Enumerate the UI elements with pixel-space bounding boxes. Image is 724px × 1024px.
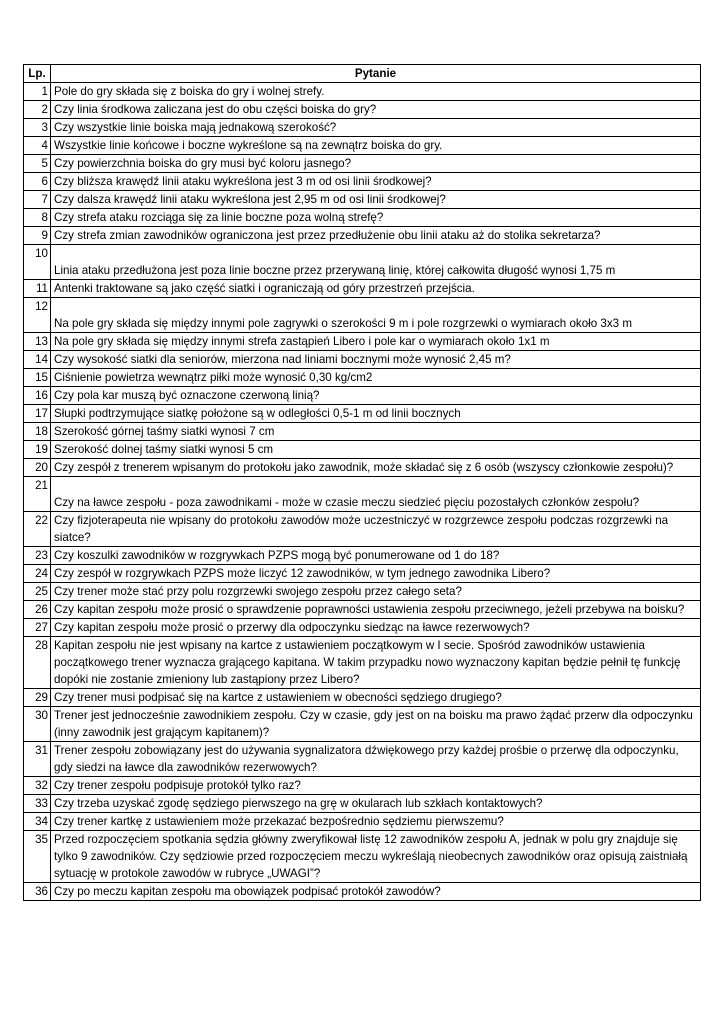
row-number: 4	[24, 137, 51, 155]
row-question: Czy kapitan zespołu może prosić o sprawdzenie poprawności ustawienia zespołu przeciwnego, jeżeli przebywa na boisku?	[51, 601, 701, 619]
row-number: 21	[24, 477, 51, 512]
row-question: Czy bliższa krawędź linii ataku wykreślona jest 3 m od osi linii środkowej?	[51, 173, 701, 191]
row-question: Trener jest jednocześnie zawodnikiem zespołu. Czy w czasie, gdy jest on na boisku ma prawo żądać przerw dla odpoczynku (inny zawodnik jest grającym kapitanem)?	[51, 707, 701, 742]
row-number: 1	[24, 83, 51, 101]
row-number: 30	[24, 707, 51, 742]
row-question: Czy zespół w rozgrywkach PZPS może liczyć 12 zawodników, w tym jednego zawodnika Libero?	[51, 565, 701, 583]
row-question: Czy po meczu kapitan zespołu ma obowiązek podpisać protokół zawodów?	[51, 883, 701, 901]
row-number: 12	[24, 298, 51, 333]
row-number: 34	[24, 813, 51, 831]
row-question: Czy kapitan zespołu może prosić o przerwy dla odpoczynku siedząc na ławce rezerwowych?	[51, 619, 701, 637]
row-question: Czy powierzchnia boiska do gry musi być koloru jasnego?	[51, 155, 701, 173]
table-row	[24, 191, 701, 209]
row-question: Czy trener zespołu podpisuje protokół tylko raz?	[51, 777, 701, 795]
table-row	[24, 423, 701, 441]
table-row	[24, 619, 701, 637]
row-question: Linia ataku przedłużona jest poza linie boczne przez przerywaną linię, której całkowita długość wynosi 1,75 m	[51, 245, 701, 280]
row-number: 17	[24, 405, 51, 423]
table-row	[24, 883, 701, 901]
row-number: 9	[24, 227, 51, 245]
row-number: 32	[24, 777, 51, 795]
questions-table	[23, 64, 701, 901]
header-number: Lp.	[24, 65, 51, 83]
row-number: 16	[24, 387, 51, 405]
row-question: Kapitan zespołu nie jest wpisany na kartce z ustawieniem początkowym w I secie. Spośród zawodników ustawienia początkowego trener wyznacza grającego kapitana. W takim przypadku nowo wyznaczony kapitan będzie pełnił tę funkcję dopóki nie zostanie zmieniony lub zastąpiony przez Libero?	[51, 637, 701, 689]
row-number: 13	[24, 333, 51, 351]
header-question: Pytanie	[51, 65, 701, 83]
table-row	[24, 565, 701, 583]
row-number: 35	[24, 831, 51, 883]
row-question: Szerokość dolnej taśmy siatki wynosi 5 cm	[51, 441, 701, 459]
row-question: Szerokość górnej taśmy siatki wynosi 7 cm	[51, 423, 701, 441]
table-row	[24, 601, 701, 619]
table-row	[24, 441, 701, 459]
table-row	[24, 689, 701, 707]
table-row	[24, 245, 701, 280]
row-number: 28	[24, 637, 51, 689]
table-row	[24, 280, 701, 298]
row-question: Na pole gry składa się między innymi pole zagrywki o szerokości 9 m i pole rozgrzewki o wymiarach około 3x3 m	[51, 298, 701, 333]
row-number: 2	[24, 101, 51, 119]
row-number: 5	[24, 155, 51, 173]
row-question: Czy koszulki zawodników w rozgrywkach PZPS mogą być ponumerowane od 1 do 18?	[51, 547, 701, 565]
row-question: Czy wszystkie linie boiska mają jednakową szerokość?	[51, 119, 701, 137]
row-number: 31	[24, 742, 51, 777]
row-question: Wszystkie linie końcowe i boczne wykreślone są na zewnątrz boiska do gry.	[51, 137, 701, 155]
row-number: 25	[24, 583, 51, 601]
table-row	[24, 173, 701, 191]
table-row	[24, 813, 701, 831]
table-header-row	[24, 65, 701, 83]
row-question: Przed rozpoczęciem spotkania sędzia główny zweryfikował listę 12 zawodników zespołu A, jednak w polu gry znajduje się tylko 9 zawodników. Czy sędziowie przed rozpoczęciem meczu wykreślają nieobecnych zawodników oraz opisują zaistniałą sytuację w protokole zawodów w rubryce „UWAGI”?	[51, 831, 701, 883]
row-question: Czy dalsza krawędź linii ataku wykreślona jest 2,95 m od osi linii środkowej?	[51, 191, 701, 209]
table-row	[24, 637, 701, 689]
table-row	[24, 547, 701, 565]
row-number: 11	[24, 280, 51, 298]
row-number: 15	[24, 369, 51, 387]
table-row	[24, 209, 701, 227]
table-row	[24, 101, 701, 119]
row-question: Czy trener może stać przy polu rozgrzewki swojego zespołu przez całego seta?	[51, 583, 701, 601]
row-number: 23	[24, 547, 51, 565]
row-number: 8	[24, 209, 51, 227]
row-question: Czy wysokość siatki dla seniorów, mierzona nad liniami bocznymi może wynosić 2,45 m?	[51, 351, 701, 369]
row-number: 6	[24, 173, 51, 191]
table-row	[24, 137, 701, 155]
row-number: 18	[24, 423, 51, 441]
row-number: 22	[24, 512, 51, 547]
table-row	[24, 795, 701, 813]
table-row	[24, 387, 701, 405]
row-number: 10	[24, 245, 51, 280]
row-question: Ciśnienie powietrza wewnątrz piłki może wynosić 0,30 kg/cm2	[51, 369, 701, 387]
row-question: Czy na ławce zespołu - poza zawodnikami - może w czasie meczu siedzieć pięciu pozostałych członków zespołu?	[51, 477, 701, 512]
row-number: 7	[24, 191, 51, 209]
row-question: Czy trener kartkę z ustawieniem może przekazać bezpośrednio sędziemu pierwszemu?	[51, 813, 701, 831]
table-row	[24, 459, 701, 477]
row-question: Czy fizjoterapeuta nie wpisany do protokołu zawodów może uczestniczyć w rozgrzewce zespołu podczas rozgrzewki na siatce?	[51, 512, 701, 547]
row-number: 36	[24, 883, 51, 901]
row-question: Na pole gry składa się między innymi strefa zastąpień Libero i pole kar o wymiarach około 1x1 m	[51, 333, 701, 351]
row-number: 14	[24, 351, 51, 369]
table-row	[24, 298, 701, 333]
table-row	[24, 583, 701, 601]
row-number: 19	[24, 441, 51, 459]
row-number: 20	[24, 459, 51, 477]
row-number: 24	[24, 565, 51, 583]
row-question: Czy trzeba uzyskać zgodę sędziego pierwszego na grę w okularach lub szkłach kontaktowych?	[51, 795, 701, 813]
table-row	[24, 831, 701, 883]
row-question: Czy linia środkowa zaliczana jest do obu części boiska do gry?	[51, 101, 701, 119]
table-row	[24, 333, 701, 351]
table-row	[24, 742, 701, 777]
row-number: 27	[24, 619, 51, 637]
table-row	[24, 477, 701, 512]
row-question: Czy pola kar muszą być oznaczone czerwoną linią?	[51, 387, 701, 405]
row-number: 26	[24, 601, 51, 619]
row-question: Trener zespołu zobowiązany jest do używania sygnalizatora dźwiękowego przy każdej prośbie o przerwę dla odpoczynku, gdy siedzi na ławce dla zawodników rezerwowych?	[51, 742, 701, 777]
table-row	[24, 155, 701, 173]
row-number: 3	[24, 119, 51, 137]
row-question: Pole do gry składa się z boiska do gry i wolnej strefy.	[51, 83, 701, 101]
table-row	[24, 512, 701, 547]
row-question: Czy strefa ataku rozciąga się za linie boczne poza wolną strefę?	[51, 209, 701, 227]
row-question: Czy strefa zmian zawodników ograniczona jest przez przedłużenie obu linii ataku aż do stolika sekretarza?	[51, 227, 701, 245]
table-row	[24, 119, 701, 137]
row-number: 29	[24, 689, 51, 707]
table-row	[24, 707, 701, 742]
table-row	[24, 83, 701, 101]
row-question: Słupki podtrzymujące siatkę położone są w odległości 0,5-1 m od linii bocznych	[51, 405, 701, 423]
table-row	[24, 777, 701, 795]
table-row	[24, 405, 701, 423]
row-question: Antenki traktowane są jako część siatki i ograniczają od góry przestrzeń przejścia.	[51, 280, 701, 298]
table-row	[24, 369, 701, 387]
row-number: 33	[24, 795, 51, 813]
table-row	[24, 351, 701, 369]
row-question: Czy zespół z trenerem wpisanym do protokołu jako zawodnik, może składać się z 6 osób (wszyscy członkowie zespołu)?	[51, 459, 701, 477]
table-row	[24, 227, 701, 245]
row-question: Czy trener musi podpisać się na kartce z ustawieniem w obecności sędziego drugiego?	[51, 689, 701, 707]
